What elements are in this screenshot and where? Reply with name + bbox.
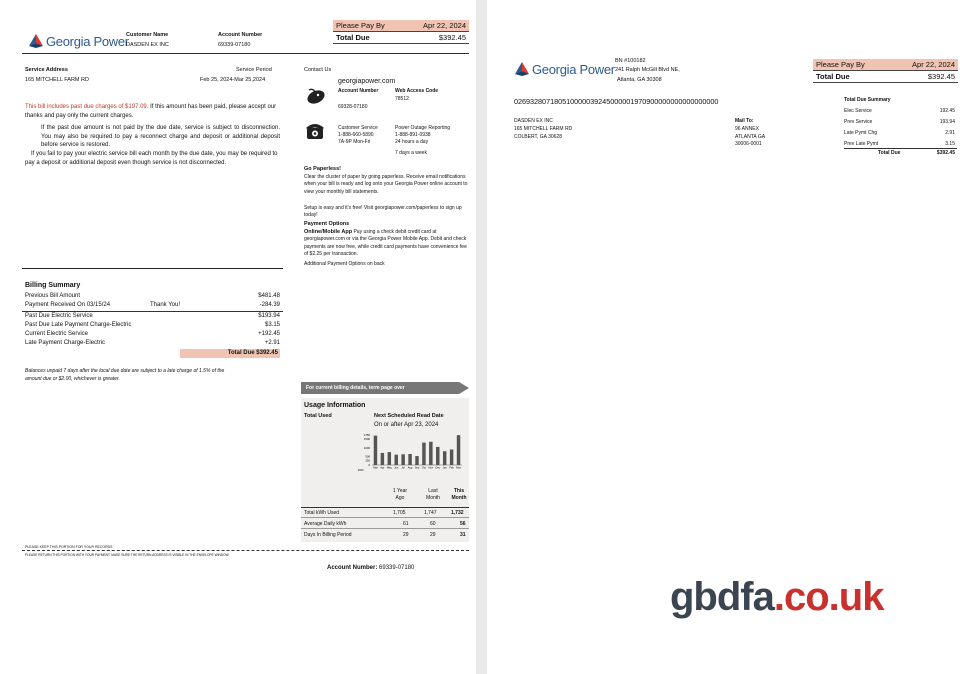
- past-due-rest-text: If this amount has been paid, please accept our thanks and pay only the current charges.: [25, 104, 277, 119]
- usage-bar: [457, 435, 460, 465]
- usage-cell: 1,747: [424, 510, 437, 516]
- usage-bar: [429, 442, 432, 465]
- billing-row-value: -284.39: [259, 302, 280, 308]
- term-page-over-banner: For current billing details, term page over: [301, 382, 459, 394]
- contact-title: Contact Us: [304, 67, 332, 73]
- outage-phone[interactable]: 1-888-891-0938: [395, 132, 431, 138]
- service-period-label: Service Period: [236, 67, 272, 73]
- col-header-last-month: Last Month: [426, 488, 440, 501]
- billing-row-label: Current Electric Service: [25, 331, 89, 337]
- billing-row-value: $3.15: [264, 322, 280, 328]
- service-address-label: Service Address: [25, 67, 68, 73]
- web-access-code: 78512: [395, 96, 409, 102]
- billing-row: [25, 340, 280, 346]
- y-tick-label: 500: [365, 454, 370, 459]
- billing-total-value: $392.45: [256, 350, 278, 356]
- x-tick-label: Dec: [435, 466, 441, 470]
- usage-bar: [408, 454, 411, 465]
- logo-text: Georgia Power: [46, 34, 129, 49]
- usage-cell: 61: [403, 521, 409, 527]
- total-due-label: Total Due: [336, 33, 370, 42]
- mobile-app-body: Pay using a check debit credit card at georgiapower.com or via the Georgia Power Mobile App. Debit and check payments are now free, while credit card payments have convenience fee of $2.25 per transaction.: [304, 229, 467, 258]
- y-tick-label: 0: [368, 463, 370, 467]
- additional-payment-link[interactable]: Additional Payment Options on back: [304, 261, 385, 267]
- past-due-notice: [25, 103, 280, 120]
- y-tick-label: 1000: [363, 445, 370, 450]
- x-tick-label: Jul: [401, 466, 405, 470]
- next-read-date: On or after Apr 23, 2024: [374, 422, 439, 428]
- pay-by-label: Please Pay By: [816, 60, 865, 69]
- service-period: Feb 25, 2024-Mar 25,2024: [200, 77, 266, 83]
- x-tick-label: Mar: [373, 466, 378, 470]
- stub-account-label: Account Number:: [327, 565, 378, 571]
- customer-service-phone[interactable]: 1-888-660-5890: [338, 132, 374, 138]
- watermark-part1: gbdfa: [670, 575, 774, 619]
- tear-line: [22, 550, 469, 551]
- x-tick-label: Oct: [421, 466, 426, 470]
- billing-row-value: $481.48: [258, 293, 280, 299]
- usage-table-rule: [301, 507, 469, 508]
- mail-to-line1: 96 ANNEX: [735, 126, 759, 132]
- usage-bar: [388, 452, 391, 465]
- logo-text: Georgia Power: [532, 62, 615, 77]
- col-header-this-month: This Month: [451, 488, 467, 501]
- summary-total-value: $392.45: [936, 150, 955, 156]
- mouse-icon: [305, 86, 327, 104]
- summary-label: Elec Service: [844, 108, 872, 114]
- late-charge-note: Balances unpaid 7 days after the local due date are subject to a late charge of 1.5% of the amount due or $2.00, whichever is greater.: [25, 368, 225, 382]
- x-tick-label: Mar: [456, 466, 461, 470]
- x-tick-label: Jan: [442, 466, 447, 470]
- company-address-line1: 241 Ralph McGill Blvd NE,: [615, 67, 680, 73]
- summary-value: 193.94: [939, 119, 955, 125]
- usage-cell: 1,705: [393, 510, 406, 516]
- customer-address-line1: 165 MITCHELL FARM RD: [514, 126, 573, 132]
- pay-by-label: Please Pay By: [336, 21, 385, 30]
- usage-bar: [401, 454, 404, 465]
- watermark-part2: .co.uk: [773, 575, 884, 619]
- outage-label: Power Outage Reporting: [395, 125, 451, 131]
- pay-by-box: [813, 59, 958, 83]
- contact-account-number: 69328-07180: [338, 104, 368, 110]
- usage-cell: 29: [403, 532, 409, 538]
- x-tick-label: Apr: [380, 466, 385, 470]
- usage-row-rule: [301, 528, 469, 529]
- billing-row-value: +2.91: [264, 340, 280, 346]
- billing-row: [25, 331, 280, 337]
- summary-label: Late Pymt Chg: [844, 130, 878, 136]
- customer-service-hours: 7A-9P Mon-Fri: [338, 139, 371, 145]
- banner-arrow-icon: [459, 382, 469, 394]
- billing-total-due: [180, 349, 280, 358]
- outage-days: 7 days a week: [395, 150, 427, 156]
- billing-row-label: Payment Received On 03/15/24: [25, 302, 111, 308]
- bill-page-front: [0, 0, 476, 674]
- service-address: 165 MITCHELL FARM RD: [25, 77, 89, 83]
- bn-number: BN #100182: [615, 58, 646, 64]
- stub-account-number: 69339-07180: [379, 565, 415, 571]
- pay-by-date: Apr 22, 2024: [912, 60, 955, 69]
- y-axis-label: kWh: [358, 468, 364, 472]
- col-header-year-ago: 1 Year Ago: [392, 488, 408, 501]
- pay-by-date: Apr 22, 2024: [423, 21, 466, 30]
- paperless-setup: Setup is easy and it's free! Visit georgiapower.com/paperless to sign up today!: [304, 205, 462, 219]
- payment-options-title: Payment Options: [304, 221, 350, 227]
- customer-name-label: Customer Name: [126, 32, 169, 38]
- billing-row: [25, 313, 280, 319]
- summary-value: 2.91: [945, 130, 955, 136]
- usage-cell: 31: [460, 532, 466, 538]
- usage-row-label: Total kWh Used: [304, 510, 340, 516]
- bill-page-remittance: [487, 0, 960, 674]
- billing-row-label: Previous Bill Amount: [25, 293, 81, 299]
- mobile-app-text: [304, 229, 468, 259]
- keep-portion-note: PLEASE KEEP THIS PORTION FOR YOUR RECORDS: [25, 545, 113, 549]
- mobile-app-title: Online/Mobile App: [304, 229, 353, 235]
- georgia-power-logo-icon: [29, 34, 43, 48]
- x-tick-label: Feb: [449, 466, 454, 470]
- summary-value: 192.45: [939, 108, 955, 114]
- total-due-value: $392.45: [927, 72, 955, 81]
- usage-bar: [436, 447, 439, 465]
- company-address-line2: Atlanta, GA 30308: [617, 77, 662, 83]
- next-read-label: Next Scheduled Read Date: [374, 413, 444, 419]
- usage-bar: [395, 455, 398, 465]
- billing-mid-rule: [22, 311, 283, 312]
- customer-name: DASDEN EX INC: [126, 42, 169, 48]
- usage-row-label: Average Daily kWh: [304, 521, 347, 527]
- web-access-code-label: Web Access Code: [395, 88, 439, 94]
- billing-top-rule: [22, 268, 283, 269]
- pay-by-box: [333, 20, 469, 44]
- total-due-label: Total Due: [816, 72, 850, 81]
- summary-label: Prev Service: [844, 119, 873, 125]
- deposit-notice: If you fail to pay your electric service bill each month by the due date, you may be required to pay a deposit or additional deposit even though service is not disconnected.: [25, 151, 278, 166]
- summary-value: 3.15: [945, 141, 955, 147]
- usage-bar: [450, 450, 453, 466]
- usage-bar: [415, 456, 418, 465]
- billing-row: [25, 293, 280, 299]
- mail-to-line3: 30006-0001: [735, 141, 762, 147]
- x-tick-label: Nov: [428, 466, 434, 470]
- return-portion-note: PLEASE RETURN THIS PORTION WITH YOUR PAYMENT. MAKE SURE THE RETURN ADDRESS IS VISIBLE IN THE ENVELOPE WINDOW.: [25, 553, 230, 557]
- usage-title: Usage Information: [304, 402, 366, 409]
- billing-row-label: Late Payment Charge-Electric: [25, 340, 106, 346]
- billing-total-label: Total Due: [227, 350, 255, 356]
- usage-bar: [422, 443, 425, 465]
- disconnection-notice: If the past due amount is not paid by the due date, service is subject to disconnection. You may also be required to pay a reconnect charge and deposit or additional deposit before service is restored.: [41, 125, 280, 148]
- contact-account-label: Account Number: [338, 88, 379, 94]
- thank-you-note: Thank You!: [150, 302, 181, 308]
- y-tick-label: 1500: [363, 437, 370, 442]
- billing-row-label: Past Due Electric Service: [25, 313, 93, 319]
- usage-bar: [374, 436, 377, 465]
- stub-account: [327, 565, 414, 571]
- usage-row-rule: [301, 517, 469, 518]
- georgia-power-logo-icon: [515, 62, 529, 76]
- usage-cell: 1,732: [451, 510, 464, 516]
- usage-cell: 56: [460, 521, 466, 527]
- summary-rule: [844, 148, 957, 149]
- usage-cell: 29: [430, 532, 436, 538]
- mail-to-label: Mail To:: [735, 118, 754, 124]
- x-tick-label: Jun: [394, 466, 399, 470]
- account-number-label: Account Number: [218, 32, 263, 38]
- telephone-icon: [305, 122, 325, 140]
- total-due-value: $392.45: [438, 33, 466, 42]
- billing-summary-title: Billing Summary: [25, 282, 81, 289]
- mail-to-line2: ATLANTA GA: [735, 134, 766, 140]
- paperless-body: Clear the cluster of paper by going paperless. Receive email notifications when your bill is ready and log onto your Georgia Power online account to view your monthly bill statements.: [304, 174, 468, 195]
- x-tick-label: May: [386, 466, 392, 470]
- billing-row-value: $193.94: [258, 313, 280, 319]
- billing-row-value: +192.45: [258, 331, 280, 337]
- account-number: 69339-07180: [218, 42, 251, 48]
- total-due-summary-title: Total Due Summary: [844, 97, 891, 103]
- website-link[interactable]: georgiapower.com: [338, 78, 396, 85]
- paperless-title: Go Paperless!: [304, 166, 341, 172]
- header-divider: [22, 53, 469, 54]
- total-used-label: Total Used: [304, 413, 332, 419]
- usage-bar: [381, 453, 384, 465]
- usage-bar: [443, 451, 446, 465]
- scan-line-barcode: 026932807180510000039245000001970900000000000000000: [514, 97, 719, 106]
- watermark: [670, 575, 883, 620]
- billing-row-label: Past Due Late Payment Charge-Electric: [25, 322, 132, 328]
- summary-total-label: Total Due: [878, 150, 901, 156]
- usage-bar-chart: [356, 432, 466, 474]
- usage-row-label: Days In Billing Period: [304, 532, 352, 538]
- y-tick-label: 250: [365, 458, 370, 463]
- x-tick-label: Sep: [414, 466, 420, 470]
- billing-row: [25, 322, 280, 328]
- customer-service-label: Customer Service: [338, 125, 378, 131]
- outage-hours: 24 hours a day: [395, 139, 429, 145]
- y-tick-label: 1750: [363, 432, 370, 437]
- past-due-red-text: This bill includes past due charges of $197.09.: [25, 104, 149, 110]
- usage-cell: 60: [430, 521, 436, 527]
- customer-address-line2: COLBERT, GA 30628: [514, 134, 562, 140]
- customer-name: DASDEN EX INC: [514, 118, 553, 124]
- summary-label: Prev Late Pymt: [844, 141, 879, 147]
- x-tick-label: Aug: [407, 466, 413, 470]
